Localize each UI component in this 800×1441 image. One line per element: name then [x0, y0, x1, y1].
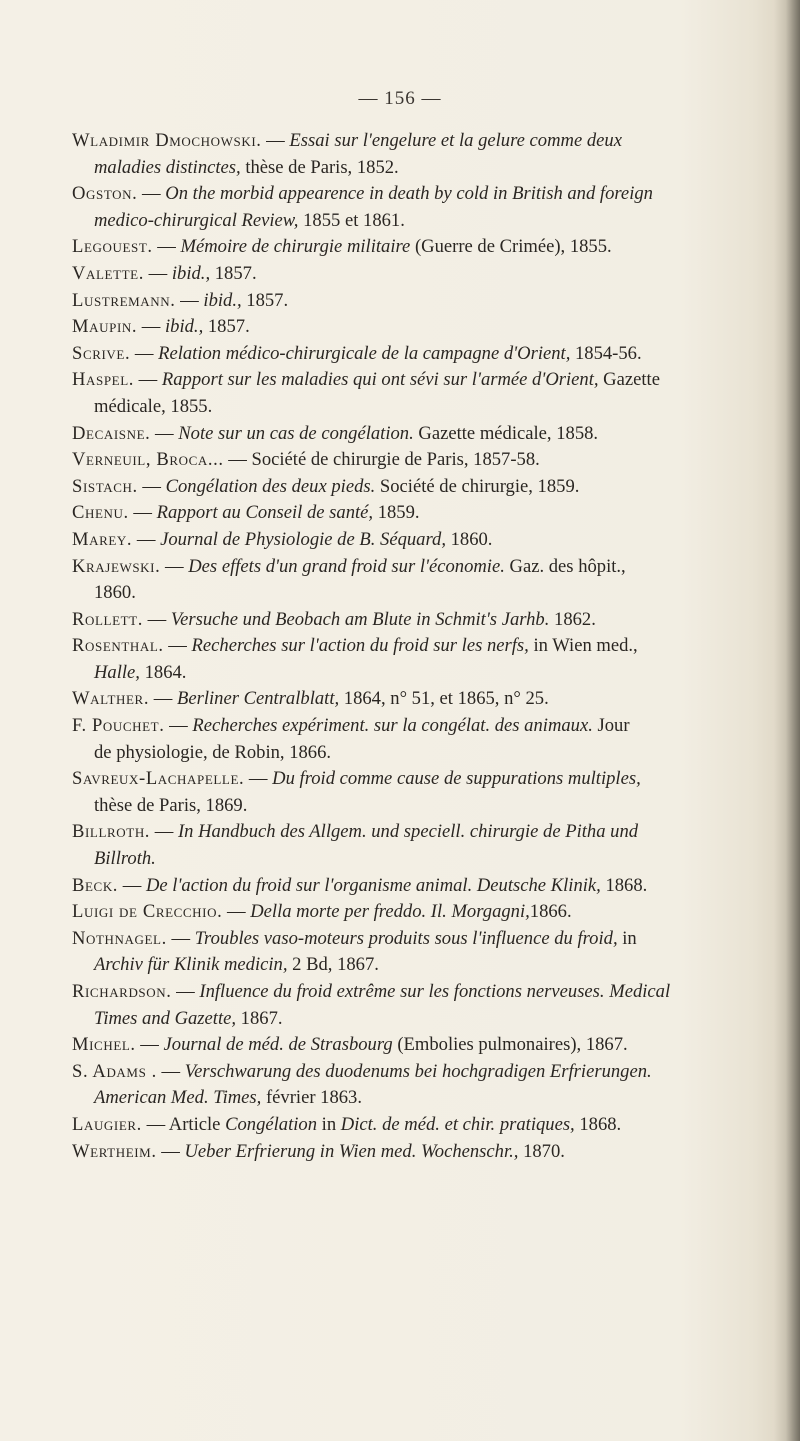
entry-separator: —: [149, 688, 177, 710]
entry-title: Verschwarung des duodenums bei hochgradigen Erfrierungen.: [184, 1060, 652, 1082]
entry-separator: —: [135, 1034, 164, 1056]
entry-continuation: [72, 208, 762, 235]
entry-separator: —: [150, 422, 179, 444]
entry-separator: —: [130, 342, 159, 364]
entry-details: (Guerre de Crimée), 1855.: [410, 236, 612, 258]
entry-title: Du froid comme cause de suppurations multiples,: [272, 768, 641, 790]
bibliography-entry: [72, 367, 762, 420]
bibliography-entry: [72, 713, 762, 766]
bibliography-entry: [72, 766, 762, 819]
entry-author: Richardson.: [72, 981, 172, 1002]
entry-author: Rollett.: [72, 608, 143, 630]
entry-separator: —: [150, 821, 178, 843]
entry-details: de physiologie, de Robin, 1866.: [94, 741, 332, 763]
bibliography-entry: [72, 128, 762, 181]
entry-title: De l'action du froid sur l'organisme animal. Deutsche Klinik,: [145, 874, 601, 896]
entry-author: Wladimir Dmochowski.: [72, 130, 262, 151]
bibliography-entry: [72, 1059, 762, 1112]
entry-details: in: [317, 1113, 341, 1135]
entry-author: Beck.: [72, 874, 119, 896]
bibliography-entry: [72, 819, 762, 872]
entry-continuation: [72, 846, 762, 873]
entry-author: Decaisne.: [72, 422, 151, 444]
entry-continuation: [72, 155, 762, 182]
entry-title: medico-chirurgical Review,: [94, 209, 299, 231]
bibliography-list: [72, 128, 762, 1165]
entry-separator: —: [163, 635, 192, 657]
entry-separator: —: [132, 528, 161, 550]
entry-details: 1857.: [241, 289, 289, 311]
entry-title: Influence du froid extrême sur les fonctions nerveuses. Medical: [199, 981, 671, 1002]
entry-details: 1864, n° 51, et 1865, n° 25.: [339, 688, 549, 710]
entry-author: Ogston.: [72, 183, 138, 205]
entry-title: Congélation: [225, 1113, 318, 1135]
entry-details: thèse de Paris, 1869.: [94, 794, 248, 816]
entry-details: 1857.: [203, 316, 250, 338]
entry-title: Dict. de méd. et chir. pratiques,: [340, 1113, 575, 1135]
bibliography-entry: [72, 1032, 762, 1059]
entry-details: Jour: [592, 715, 630, 737]
entry-continuation: [72, 394, 762, 421]
entry-details: 2 Bd, 1867.: [287, 954, 379, 976]
entry-title: maladies distinctes,: [94, 156, 241, 178]
entry-title: On the morbid appearence in death by cold in British and foreign: [165, 183, 653, 205]
bibliography-entry: [72, 527, 762, 554]
entry-title: ibid.,: [203, 289, 242, 311]
entry-author: Scrive.: [72, 342, 131, 364]
entry-title: Recherches sur l'action du froid sur les nerfs,: [191, 635, 529, 657]
entry-separator: —: [164, 715, 193, 737]
entry-title: Rapport sur les maladies qui ont sévi sur l'armée d'Orient,: [161, 369, 599, 391]
entry-author: Lustremann.: [72, 289, 176, 311]
entry-details: médicale, 1855.: [94, 395, 213, 417]
entry-details: 1864.: [139, 661, 187, 683]
bibliography-entry: [72, 554, 762, 607]
entry-details: février 1863.: [261, 1087, 363, 1109]
entry-author: Valette.: [72, 262, 144, 284]
entry-author: Chenu.: [72, 502, 129, 524]
bibliography-entry: [72, 899, 762, 926]
entry-details: 1855 et 1861.: [298, 209, 405, 231]
entry-author: Savreux-Lachapelle.: [72, 768, 245, 790]
bibliography-entry: [72, 314, 762, 341]
entry-author: Nothnagel.: [72, 927, 167, 949]
entry-separator: —: [118, 874, 146, 896]
entry-title: Berliner Centralblatt,: [176, 688, 340, 710]
entry-continuation: [72, 580, 762, 607]
entry-title: Journal de Physiologie de B. Séquard,: [160, 528, 446, 550]
entry-title: Ueber Erfrierung in Wien med. Wochenschr.,: [184, 1140, 519, 1162]
entry-title: Della morte per freddo. Il. Morgagni,: [250, 901, 530, 923]
entry-continuation: [72, 1085, 762, 1112]
entry-details: Article: [168, 1113, 226, 1135]
entry-title: Archiv für Klinik medicin,: [94, 954, 288, 976]
entry-details: Société de chirurgie de Paris, 1857-58.: [251, 449, 540, 471]
bibliography-entry: [72, 447, 762, 474]
entry-title: Troubles vaso-moteurs produits sous l'influence du froid,: [194, 927, 618, 949]
entry-separator: —: [137, 316, 165, 338]
entry-title: Recherches expériment. sur la congélat. des animaux.: [192, 715, 593, 737]
entry-details: Société de chirurgie, 1859.: [375, 475, 580, 497]
entry-title: Times and Gazette,: [94, 1007, 237, 1029]
bibliography-entry: [72, 181, 762, 234]
bibliography-entry: [72, 979, 762, 1032]
entry-separator: —: [134, 369, 162, 391]
entry-author: Michel.: [72, 1034, 136, 1056]
bibliography-entry: [72, 633, 762, 686]
entry-separator: —: [141, 1113, 169, 1135]
entry-separator: —: [244, 768, 273, 790]
entry-details: 1866.: [529, 901, 572, 923]
entry-author: Walther.: [72, 688, 150, 710]
entry-title: Halle,: [94, 661, 140, 683]
bibliography-entry: [72, 1112, 762, 1139]
entry-author: Billroth.: [72, 821, 151, 843]
entry-author: Legouest.: [72, 236, 153, 258]
entry-author: Luigi de Crecchio.: [72, 901, 223, 923]
entry-separator: —: [175, 289, 204, 311]
entry-title: Rapport au Conseil de santé,: [156, 502, 374, 524]
entry-details: 1854-56.: [570, 342, 642, 364]
entry-author: F. Pouchet.: [72, 715, 165, 737]
page-binding-shadow: [774, 0, 800, 1441]
entry-author: Maupin.: [72, 316, 138, 338]
entry-continuation: [72, 952, 762, 979]
entry-separator: —: [160, 555, 189, 577]
entry-separator: —: [137, 475, 166, 497]
entry-details: 1868.: [600, 874, 648, 896]
entry-details: 1859.: [373, 502, 420, 524]
entry-separator: —: [152, 236, 181, 258]
entry-title: Congélation des deux pieds.: [165, 475, 376, 497]
bibliography-entry: [72, 421, 762, 448]
entry-continuation: [72, 660, 762, 687]
entry-title: ibid.,: [171, 262, 211, 284]
entry-details: 1862.: [549, 608, 596, 630]
entry-separator: —: [128, 502, 157, 524]
entry-title: Versuche und Beobach am Blute in Schmit's Jarhb.: [170, 608, 550, 630]
entry-title: ibid.,: [165, 316, 204, 338]
entry-continuation: [72, 793, 762, 820]
entry-details: 1860.: [445, 528, 493, 550]
entry-title: Relation médico-chirurgicale de la campagne d'Orient,: [158, 342, 571, 364]
entry-separator: —: [222, 901, 251, 923]
entry-author: Haspel.: [72, 369, 135, 391]
entry-details: Gazette: [598, 369, 660, 391]
entry-separator: —: [171, 981, 200, 1002]
entry-separator: —: [166, 927, 195, 949]
entry-author: Wertheim.: [72, 1140, 157, 1162]
bibliography-entry: [72, 500, 762, 527]
entry-separator: —: [137, 183, 166, 205]
entry-title: American Med. Times,: [94, 1087, 262, 1109]
entry-separator: —: [261, 130, 290, 151]
entry-title: Journal de méd. de Strasbourg: [163, 1034, 393, 1056]
entry-details: thèse de Paris, 1852.: [240, 156, 399, 178]
entry-title: Billroth.: [94, 848, 156, 870]
entry-title: Mémoire de chirurgie militaire: [180, 236, 411, 258]
bibliography-entry: [72, 1139, 762, 1166]
bibliography-entry: [72, 607, 762, 634]
entry-author: Krajewski.: [72, 555, 161, 577]
bibliography-entry: [72, 873, 762, 900]
bibliography-entry: [72, 341, 762, 368]
page-number: — 156 —: [358, 88, 442, 109]
entry-author: Laugier.: [72, 1113, 142, 1135]
entry-details: 1867.: [236, 1007, 283, 1029]
entry-separator: —: [156, 1140, 185, 1162]
entry-title: In Handbuch des Allgem. und speciell. chirurgie de Pitha und: [177, 821, 639, 843]
entry-details: Gazette médicale, 1858.: [413, 422, 599, 444]
entry-separator: —: [143, 262, 172, 284]
bibliography-entry: [72, 288, 762, 315]
entry-author: Marey.: [72, 528, 133, 550]
entry-details: in Wien med.,: [528, 635, 638, 657]
entry-continuation: [72, 1006, 762, 1033]
entry-details: (Embolies pulmonaires), 1867.: [392, 1034, 628, 1056]
bibliography-entry: [72, 686, 762, 713]
entry-continuation: [72, 740, 762, 767]
entry-title: Essai sur l'engelure et la gelure comme deux: [289, 130, 622, 151]
entry-details: in: [617, 927, 637, 949]
entry-details: 1870.: [518, 1140, 565, 1162]
entry-title: Note sur un cas de congélation.: [178, 422, 414, 444]
entry-title: Des effets d'un grand froid sur l'économie.: [188, 555, 505, 577]
entry-details: Gaz. des hôpit.,: [504, 555, 626, 577]
entry-author: Verneuil, Broca...: [72, 449, 224, 471]
entry-author: Rosenthal.: [72, 635, 164, 657]
entry-details: 1860.: [94, 582, 136, 604]
entry-separator: —: [142, 608, 171, 630]
entry-separator: —: [223, 449, 252, 471]
entry-details: 1857.: [210, 262, 257, 284]
entry-separator: —: [156, 1060, 185, 1082]
bibliography-entry: [72, 234, 762, 261]
entry-details: 1868.: [574, 1113, 622, 1135]
bibliography-entry: [72, 474, 762, 501]
entry-author: Sistach.: [72, 475, 138, 497]
bibliography-entry: [72, 926, 762, 979]
bibliography-entry: [72, 261, 762, 288]
entry-author: S. Adams .: [72, 1060, 157, 1082]
